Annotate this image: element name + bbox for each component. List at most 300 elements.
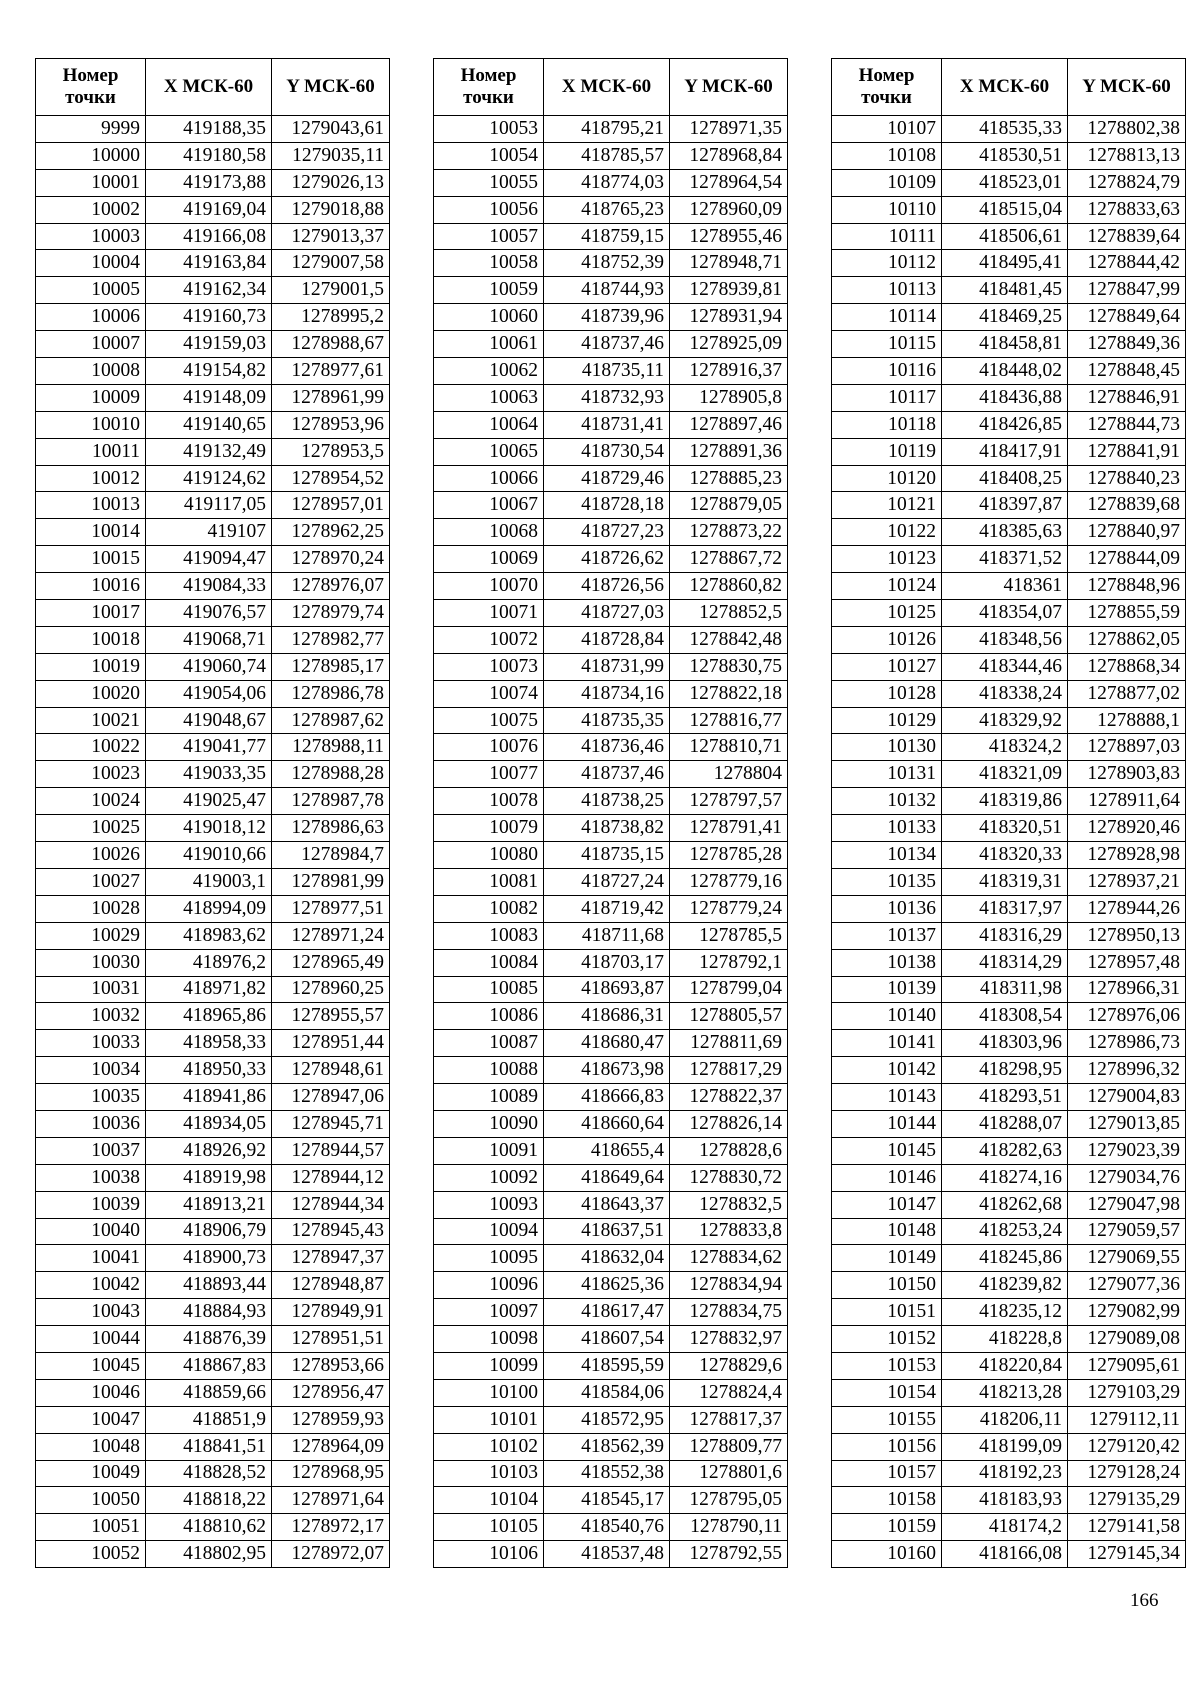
point-number-cell: 10123 [832, 546, 942, 573]
table-row [36, 895, 390, 922]
y-coordinate-cell: 1278977,61 [272, 358, 390, 385]
x-coordinate-cell: 418584,06 [544, 1379, 670, 1406]
y-coordinate-cell: 1279018,88 [272, 196, 390, 223]
x-coordinate-cell: 418934,05 [146, 1110, 272, 1137]
table-row [434, 492, 788, 519]
point-number-cell: 10100 [434, 1379, 544, 1406]
point-number-cell: 10084 [434, 949, 544, 976]
y-coordinate-cell: 1278844,73 [1068, 411, 1186, 438]
point-number-cell: 10092 [434, 1164, 544, 1191]
table-row [36, 707, 390, 734]
point-number-cell: 10026 [36, 842, 146, 869]
x-coordinate-cell: 418329,92 [942, 707, 1068, 734]
point-number-cell: 10117 [832, 384, 942, 411]
header-x: X МСК-60 [544, 59, 670, 116]
point-number-cell: 10129 [832, 707, 942, 734]
table-row [832, 1084, 1186, 1111]
table-row [36, 546, 390, 573]
y-coordinate-cell: 1278964,54 [670, 169, 788, 196]
y-coordinate-cell: 1278955,57 [272, 1003, 390, 1030]
x-coordinate-cell: 418730,54 [544, 438, 670, 465]
x-coordinate-cell: 419018,12 [146, 815, 272, 842]
point-number-cell: 10019 [36, 653, 146, 680]
x-coordinate-cell: 419010,66 [146, 842, 272, 869]
table-row [36, 626, 390, 653]
table-row [832, 761, 1186, 788]
x-coordinate-cell: 418317,97 [942, 895, 1068, 922]
y-coordinate-cell: 1278925,09 [670, 331, 788, 358]
table-row [434, 223, 788, 250]
table-row [36, 358, 390, 385]
point-number-cell: 10083 [434, 922, 544, 949]
coordinates-table-3 [831, 58, 1186, 1568]
x-coordinate-cell: 418495,41 [942, 250, 1068, 277]
point-number-cell: 10067 [434, 492, 544, 519]
table-row [832, 868, 1186, 895]
x-coordinate-cell: 418540,76 [544, 1514, 670, 1541]
y-coordinate-cell: 1278840,23 [1068, 465, 1186, 492]
point-number-cell: 10126 [832, 626, 942, 653]
point-number-cell: 10118 [832, 411, 942, 438]
point-number-cell: 10022 [36, 734, 146, 761]
x-coordinate-cell: 418802,95 [146, 1541, 272, 1568]
table-row [36, 519, 390, 546]
header-x: X МСК-60 [942, 59, 1068, 116]
x-coordinate-cell: 418867,83 [146, 1352, 272, 1379]
point-number-cell: 10121 [832, 492, 942, 519]
y-coordinate-cell: 1278832,5 [670, 1191, 788, 1218]
y-coordinate-cell: 1278792,1 [670, 949, 788, 976]
x-coordinate-cell: 418311,98 [942, 976, 1068, 1003]
y-coordinate-cell: 1279082,99 [1068, 1299, 1186, 1326]
y-coordinate-cell: 1278792,55 [670, 1541, 788, 1568]
y-coordinate-cell: 1278928,98 [1068, 842, 1186, 869]
point-number-cell: 10007 [36, 331, 146, 358]
y-coordinate-cell: 1278972,07 [272, 1541, 390, 1568]
y-coordinate-cell: 1278855,59 [1068, 600, 1186, 627]
table-row [832, 600, 1186, 627]
x-coordinate-cell: 418192,23 [942, 1460, 1068, 1487]
x-coordinate-cell: 418228,8 [942, 1326, 1068, 1353]
y-coordinate-cell: 1278955,46 [670, 223, 788, 250]
table-row [832, 384, 1186, 411]
point-number-cell: 10110 [832, 196, 942, 223]
point-number-cell: 10028 [36, 895, 146, 922]
y-coordinate-cell: 1279007,58 [272, 250, 390, 277]
x-coordinate-cell: 419033,35 [146, 761, 272, 788]
table-row [832, 492, 1186, 519]
table-row [434, 1084, 788, 1111]
point-number-cell: 10152 [832, 1326, 942, 1353]
y-coordinate-cell: 1278982,77 [272, 626, 390, 653]
y-coordinate-cell: 1278972,17 [272, 1514, 390, 1541]
point-number-cell: 10003 [36, 223, 146, 250]
x-coordinate-cell: 418320,51 [942, 815, 1068, 842]
point-number-cell: 10059 [434, 277, 544, 304]
y-coordinate-cell: 1278846,91 [1068, 384, 1186, 411]
y-coordinate-cell: 1278830,75 [670, 653, 788, 680]
x-coordinate-cell: 418731,41 [544, 411, 670, 438]
x-coordinate-cell: 418759,15 [544, 223, 670, 250]
point-number-cell: 10033 [36, 1030, 146, 1057]
point-number-cell: 10051 [36, 1514, 146, 1541]
table-row [832, 1191, 1186, 1218]
y-coordinate-cell: 1278847,99 [1068, 277, 1186, 304]
y-coordinate-cell: 1278957,48 [1068, 949, 1186, 976]
point-number-cell: 10024 [36, 788, 146, 815]
point-number-cell: 10096 [434, 1272, 544, 1299]
table-row [434, 116, 788, 143]
point-number-cell: 10044 [36, 1326, 146, 1353]
y-coordinate-cell: 1278888,1 [1068, 707, 1186, 734]
y-coordinate-cell: 1278897,03 [1068, 734, 1186, 761]
table-row [832, 1003, 1186, 1030]
table-row [434, 895, 788, 922]
point-number-cell: 10066 [434, 465, 544, 492]
y-coordinate-cell: 1278832,97 [670, 1326, 788, 1353]
table-row [434, 358, 788, 385]
y-coordinate-cell: 1278939,81 [670, 277, 788, 304]
y-coordinate-cell: 1279120,42 [1068, 1433, 1186, 1460]
x-coordinate-cell: 418919,98 [146, 1164, 272, 1191]
x-coordinate-cell: 418235,12 [942, 1299, 1068, 1326]
x-coordinate-cell: 418818,22 [146, 1487, 272, 1514]
point-number-cell: 10064 [434, 411, 544, 438]
y-coordinate-cell: 1278867,72 [670, 546, 788, 573]
y-coordinate-cell: 1278891,36 [670, 438, 788, 465]
table-row [434, 1218, 788, 1245]
table-row [832, 169, 1186, 196]
x-coordinate-cell: 418841,51 [146, 1433, 272, 1460]
x-coordinate-cell: 418174,2 [942, 1514, 1068, 1541]
point-number-cell: 10095 [434, 1245, 544, 1272]
table-row [434, 1406, 788, 1433]
x-coordinate-cell: 418643,37 [544, 1191, 670, 1218]
y-coordinate-cell: 1278944,57 [272, 1137, 390, 1164]
x-coordinate-cell: 418893,44 [146, 1272, 272, 1299]
x-coordinate-cell: 418686,31 [544, 1003, 670, 1030]
point-number-cell: 10029 [36, 922, 146, 949]
y-coordinate-cell: 1278947,37 [272, 1245, 390, 1272]
table-row [36, 331, 390, 358]
x-coordinate-cell: 418727,23 [544, 519, 670, 546]
y-coordinate-cell: 1278987,78 [272, 788, 390, 815]
x-coordinate-cell: 419140,65 [146, 411, 272, 438]
y-coordinate-cell: 1278839,68 [1068, 492, 1186, 519]
x-coordinate-cell: 418673,98 [544, 1057, 670, 1084]
point-number-cell: 10061 [434, 331, 544, 358]
x-coordinate-cell: 418859,66 [146, 1379, 272, 1406]
point-number-cell: 10041 [36, 1245, 146, 1272]
x-coordinate-cell: 418950,33 [146, 1057, 272, 1084]
point-number-cell: 10020 [36, 680, 146, 707]
point-number-cell: 10074 [434, 680, 544, 707]
x-coordinate-cell: 418314,29 [942, 949, 1068, 976]
x-coordinate-cell: 419003,1 [146, 868, 272, 895]
y-coordinate-cell: 1279001,5 [272, 277, 390, 304]
point-number-cell: 10127 [832, 653, 942, 680]
table-row [832, 465, 1186, 492]
y-coordinate-cell: 1278954,52 [272, 465, 390, 492]
table-row [832, 680, 1186, 707]
table-row [36, 250, 390, 277]
table-row [434, 1003, 788, 1030]
y-coordinate-cell: 1278834,94 [670, 1272, 788, 1299]
point-number-cell: 10159 [832, 1514, 942, 1541]
point-number-cell: 10049 [36, 1460, 146, 1487]
y-coordinate-cell: 1278790,11 [670, 1514, 788, 1541]
point-number-cell: 10012 [36, 465, 146, 492]
y-coordinate-cell: 1278953,66 [272, 1352, 390, 1379]
table-row [434, 1541, 788, 1568]
point-number-cell: 9999 [36, 116, 146, 143]
y-coordinate-cell: 1278816,77 [670, 707, 788, 734]
x-coordinate-cell: 418727,03 [544, 600, 670, 627]
y-coordinate-cell: 1278834,62 [670, 1245, 788, 1272]
x-coordinate-cell: 418735,11 [544, 358, 670, 385]
x-coordinate-cell: 418906,79 [146, 1218, 272, 1245]
table-row [36, 1406, 390, 1433]
table-row [434, 1487, 788, 1514]
table-row [36, 1326, 390, 1353]
point-number-cell: 10056 [434, 196, 544, 223]
header-y: Y МСК-60 [272, 59, 390, 116]
x-coordinate-cell: 418562,39 [544, 1433, 670, 1460]
point-number-cell: 10150 [832, 1272, 942, 1299]
point-number-cell: 10065 [434, 438, 544, 465]
y-coordinate-cell: 1278962,25 [272, 519, 390, 546]
point-number-cell: 10142 [832, 1057, 942, 1084]
table-row [832, 142, 1186, 169]
point-number-cell: 10101 [434, 1406, 544, 1433]
point-number-cell: 10120 [832, 465, 942, 492]
point-number-cell: 10131 [832, 761, 942, 788]
point-number-cell: 10070 [434, 573, 544, 600]
table-row [36, 142, 390, 169]
y-coordinate-cell: 1278987,62 [272, 707, 390, 734]
point-number-cell: 10015 [36, 546, 146, 573]
table-row [832, 1487, 1186, 1514]
point-number-cell: 10091 [434, 1137, 544, 1164]
y-coordinate-cell: 1278860,82 [670, 573, 788, 600]
x-coordinate-cell: 418726,62 [544, 546, 670, 573]
y-coordinate-cell: 1278830,72 [670, 1164, 788, 1191]
x-coordinate-cell: 418288,07 [942, 1110, 1068, 1137]
table-row [832, 1460, 1186, 1487]
table-row [832, 1030, 1186, 1057]
x-coordinate-cell: 418965,86 [146, 1003, 272, 1030]
point-number-cell: 10151 [832, 1299, 942, 1326]
x-coordinate-cell: 418298,95 [942, 1057, 1068, 1084]
x-coordinate-cell: 418926,92 [146, 1137, 272, 1164]
y-coordinate-cell: 1278971,35 [670, 116, 788, 143]
table-row [36, 788, 390, 815]
table-row [434, 1514, 788, 1541]
point-number-cell: 10043 [36, 1299, 146, 1326]
y-coordinate-cell: 1278976,07 [272, 573, 390, 600]
table-row [434, 788, 788, 815]
y-coordinate-cell: 1278879,05 [670, 492, 788, 519]
point-number-cell: 10080 [434, 842, 544, 869]
y-coordinate-cell: 1278945,71 [272, 1110, 390, 1137]
table-row [434, 196, 788, 223]
point-number-cell: 10039 [36, 1191, 146, 1218]
x-coordinate-cell: 419169,04 [146, 196, 272, 223]
table-row [434, 922, 788, 949]
y-coordinate-cell: 1279035,11 [272, 142, 390, 169]
point-number-cell: 10063 [434, 384, 544, 411]
point-number-cell: 10115 [832, 331, 942, 358]
table-row [832, 1272, 1186, 1299]
table-row [434, 169, 788, 196]
x-coordinate-cell: 418795,21 [544, 116, 670, 143]
x-coordinate-cell: 418734,16 [544, 680, 670, 707]
y-coordinate-cell: 1278965,49 [272, 949, 390, 976]
table-row [434, 1191, 788, 1218]
point-number-cell: 10109 [832, 169, 942, 196]
point-number-cell: 10145 [832, 1137, 942, 1164]
point-number-cell: 10086 [434, 1003, 544, 1030]
x-coordinate-cell: 418324,2 [942, 734, 1068, 761]
table-row [434, 1272, 788, 1299]
y-coordinate-cell: 1278842,48 [670, 626, 788, 653]
x-coordinate-cell: 419173,88 [146, 169, 272, 196]
table-row [434, 761, 788, 788]
x-coordinate-cell: 418213,28 [942, 1379, 1068, 1406]
table-row [36, 922, 390, 949]
table-row [434, 411, 788, 438]
point-number-cell: 10053 [434, 116, 544, 143]
x-coordinate-cell: 418731,99 [544, 653, 670, 680]
table-row [832, 653, 1186, 680]
coordinates-table-1 [35, 58, 390, 1568]
table-row [36, 1487, 390, 1514]
point-number-cell: 10030 [36, 949, 146, 976]
y-coordinate-cell: 1278944,26 [1068, 895, 1186, 922]
y-coordinate-cell: 1278804 [670, 761, 788, 788]
y-coordinate-cell: 1278977,51 [272, 895, 390, 922]
y-coordinate-cell: 1278799,04 [670, 976, 788, 1003]
y-coordinate-cell: 1278903,83 [1068, 761, 1186, 788]
table-row [36, 842, 390, 869]
point-number-cell: 10089 [434, 1084, 544, 1111]
table-row [832, 1352, 1186, 1379]
y-coordinate-cell: 1278970,24 [272, 546, 390, 573]
y-coordinate-cell: 1278840,97 [1068, 519, 1186, 546]
y-coordinate-cell: 1278956,47 [272, 1379, 390, 1406]
point-number-cell: 10125 [832, 600, 942, 627]
x-coordinate-cell: 418810,62 [146, 1514, 272, 1541]
y-coordinate-cell: 1278817,37 [670, 1406, 788, 1433]
x-coordinate-cell: 418976,2 [146, 949, 272, 976]
point-number-cell: 10102 [434, 1433, 544, 1460]
point-number-cell: 10075 [434, 707, 544, 734]
x-coordinate-cell: 418737,46 [544, 761, 670, 788]
y-coordinate-cell: 1278995,2 [272, 304, 390, 331]
point-number-cell: 10072 [434, 626, 544, 653]
y-coordinate-cell: 1278945,43 [272, 1218, 390, 1245]
x-coordinate-cell: 418971,82 [146, 976, 272, 1003]
x-coordinate-cell: 418417,91 [942, 438, 1068, 465]
table-row [36, 815, 390, 842]
point-number-cell: 10140 [832, 1003, 942, 1030]
x-coordinate-cell: 418719,42 [544, 895, 670, 922]
table-row [434, 734, 788, 761]
x-coordinate-cell: 418607,54 [544, 1326, 670, 1353]
table-row [434, 626, 788, 653]
y-coordinate-cell: 1278986,73 [1068, 1030, 1186, 1057]
x-coordinate-cell: 418308,54 [942, 1003, 1068, 1030]
point-number-cell: 10088 [434, 1057, 544, 1084]
x-coordinate-cell: 418552,38 [544, 1460, 670, 1487]
table-row [434, 1352, 788, 1379]
x-coordinate-cell: 418303,96 [942, 1030, 1068, 1057]
y-coordinate-cell: 1279135,29 [1068, 1487, 1186, 1514]
x-coordinate-cell: 418537,48 [544, 1541, 670, 1568]
table-row [832, 250, 1186, 277]
x-coordinate-cell: 418282,63 [942, 1137, 1068, 1164]
header-point-number: Номер точки [36, 59, 146, 116]
x-coordinate-cell: 419117,05 [146, 492, 272, 519]
point-number-cell: 10106 [434, 1541, 544, 1568]
table-row [832, 895, 1186, 922]
point-number-cell: 10128 [832, 680, 942, 707]
table-row [832, 734, 1186, 761]
x-coordinate-cell: 419166,08 [146, 223, 272, 250]
y-coordinate-cell: 1279103,29 [1068, 1379, 1186, 1406]
point-number-cell: 10050 [36, 1487, 146, 1514]
x-coordinate-cell: 418262,68 [942, 1191, 1068, 1218]
x-coordinate-cell: 418239,82 [942, 1272, 1068, 1299]
table-row [434, 438, 788, 465]
point-number-cell: 10035 [36, 1084, 146, 1111]
point-number-cell: 10081 [434, 868, 544, 895]
point-number-cell: 10105 [434, 1514, 544, 1541]
y-coordinate-cell: 1278979,74 [272, 600, 390, 627]
table-row [36, 761, 390, 788]
point-number-cell: 10143 [832, 1084, 942, 1111]
table-row [434, 331, 788, 358]
point-number-cell: 10006 [36, 304, 146, 331]
y-coordinate-cell: 1278844,42 [1068, 250, 1186, 277]
y-coordinate-cell: 1278964,09 [272, 1433, 390, 1460]
point-number-cell: 10144 [832, 1110, 942, 1137]
point-number-cell: 10135 [832, 868, 942, 895]
x-coordinate-cell: 418361 [942, 573, 1068, 600]
table-row [36, 169, 390, 196]
y-coordinate-cell: 1278841,91 [1068, 438, 1186, 465]
table-row [36, 223, 390, 250]
x-coordinate-cell: 419188,35 [146, 116, 272, 143]
point-number-cell: 10005 [36, 277, 146, 304]
y-coordinate-cell: 1278809,77 [670, 1433, 788, 1460]
y-coordinate-cell: 1278996,32 [1068, 1057, 1186, 1084]
table-row [36, 1057, 390, 1084]
x-coordinate-cell: 418166,08 [942, 1541, 1068, 1568]
y-coordinate-cell: 1278953,5 [272, 438, 390, 465]
y-coordinate-cell: 1278779,24 [670, 895, 788, 922]
point-number-cell: 10027 [36, 868, 146, 895]
x-coordinate-cell: 418738,25 [544, 788, 670, 815]
table-row [832, 331, 1186, 358]
x-coordinate-cell: 418523,01 [942, 169, 1068, 196]
y-coordinate-cell: 1278873,22 [670, 519, 788, 546]
y-coordinate-cell: 1278829,6 [670, 1352, 788, 1379]
x-coordinate-cell: 418397,87 [942, 492, 1068, 519]
x-coordinate-cell: 419163,84 [146, 250, 272, 277]
y-coordinate-cell: 1278785,28 [670, 842, 788, 869]
y-coordinate-cell: 1278968,84 [670, 142, 788, 169]
